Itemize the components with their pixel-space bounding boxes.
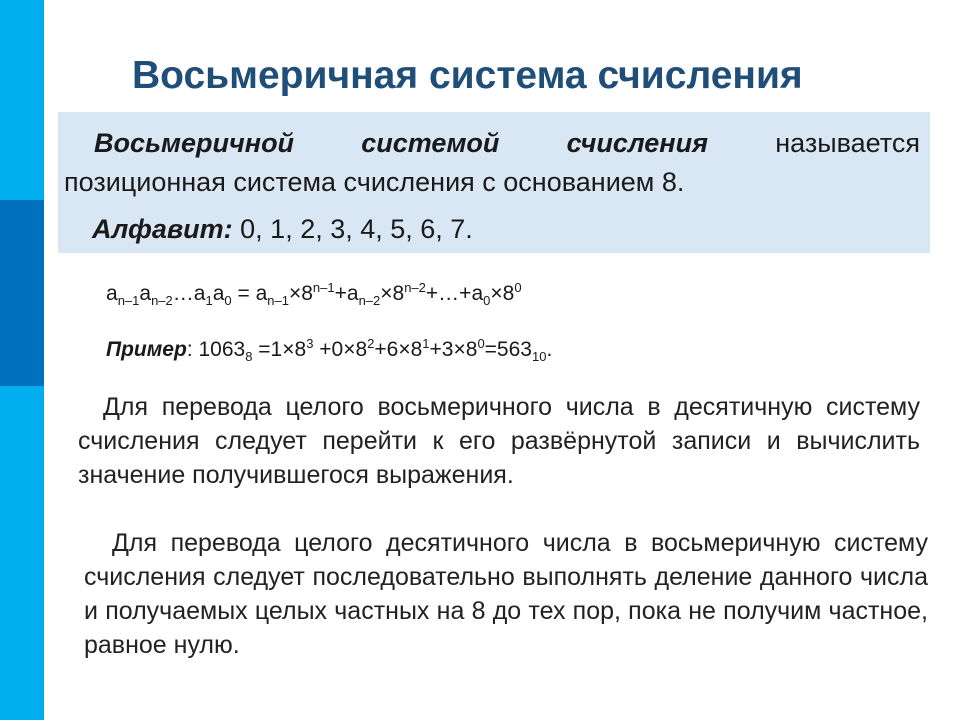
accent-stripe-top	[0, 0, 44, 200]
alphabet-label: Алфавит:	[92, 214, 233, 244]
definition-text	[64, 124, 920, 202]
expansion-formula: $a_{n-1}a_{n-2}\dots a_1a_0$ = $a_{n-1}\times 8^{n-1}+a_{n-2}\times 8^{n-2}+\dots+a_0\times 8^0$	[106, 280, 522, 309]
definition-text-2: позиционная система счисления с основанием 8.	[64, 167, 685, 197]
title-part-1: Восьмеричная	[132, 54, 419, 97]
title-part-2: система счисления	[428, 54, 803, 97]
slide-title	[132, 54, 803, 98]
definition-line-1	[64, 124, 920, 163]
decimal-to-octal-paragraph: Для перевода целого десятичного числа в восьмеричную систему счисления следует последовательно выполнять деление данного числа и получаемых целых частных на 8 до тех пор, пока не получим частное, равное нулю.	[84, 529, 928, 659]
octal-to-decimal-paragraph: Для перевода целого восьмеричного числа в десятичную систему счисления следует перейти к его развёрнутой записи и вычислить значение получившегося выражения.	[78, 393, 920, 489]
definition-term: Восьмеричной системой счисления	[94, 128, 709, 158]
alphabet-value: 0, 1, 2, 3, 4, 5, 6, 7.	[232, 214, 473, 244]
definition-text-1: называется	[708, 128, 920, 158]
alphabet-line	[92, 214, 473, 245]
example-line: Пример: $1063_8 =1\times 8^3 +0\times 8^2+6\times 8^1+3\times 8^0=563_{10}$.	[106, 336, 553, 365]
example-label: Пример	[106, 338, 187, 361]
accent-stripe-bottom	[0, 386, 44, 720]
accent-stripe-middle	[0, 200, 44, 386]
